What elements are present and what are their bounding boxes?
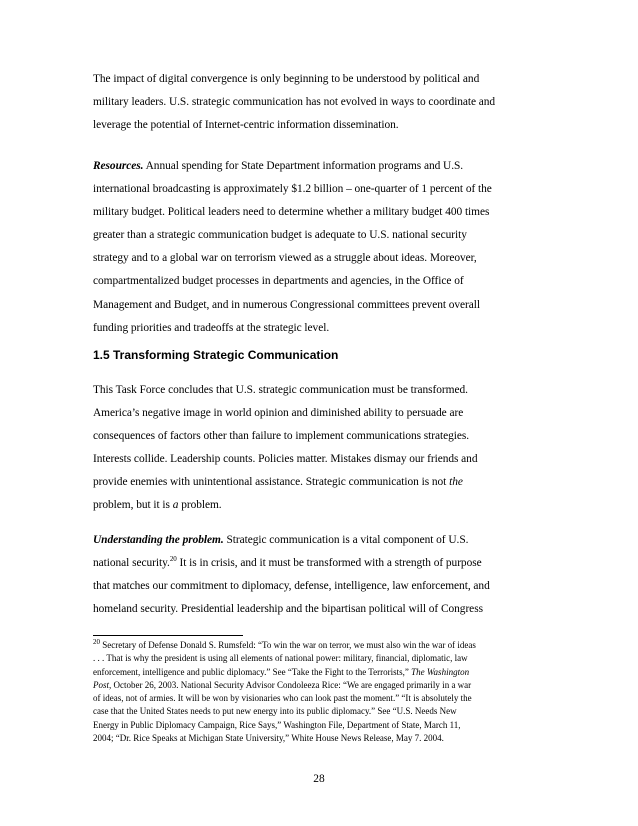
footnote-separator xyxy=(93,635,243,636)
run-in-heading-resources: Resources. xyxy=(93,160,144,172)
text-line: funding priorities and tradeoffs at the strategic level. xyxy=(93,321,330,334)
text-line: that matches our commitment to diplomacy, defense, intelligence, law enforcement, and xyxy=(93,580,490,593)
text-line: strategy and to a global war on terrorism viewed as a struggle about ideas. Moreover, xyxy=(93,252,477,265)
text-line: The impact of digital convergence is only beginning to be understood by political and xyxy=(93,73,480,85)
text-line: This Task Force concludes that U.S. strategic communication must be transformed. xyxy=(93,384,468,396)
paragraph-transforming xyxy=(93,379,551,518)
run-in-heading-understanding: Understanding the problem. xyxy=(93,534,224,546)
paragraph-resources xyxy=(93,155,551,340)
text-line: Resources. Annual spending for State Department information programs and U.S. xyxy=(93,160,464,172)
text-line: compartmentalized budget processes in departments and agencies, in the Office of xyxy=(93,275,464,288)
footnote-line: enforcement, intelligence and public diplomacy.” See “Take the Fight to the Terrorists,” The Washington xyxy=(93,666,470,677)
footnote-line: 2004; “Dr. Rice Speaks at Michigan State University,” White House News Release, May 7. 2004. xyxy=(93,733,444,744)
text-line: consequences of factors other than failure to implement communications strategies. xyxy=(93,430,470,443)
text-line: Management and Budget, and in numerous Congressional committees prevent overall xyxy=(93,298,481,311)
text-line: military budget. Political leaders need to determine whether a military budget 400 times xyxy=(93,206,490,219)
text-line: greater than a strategic communication budget is adequate to U.S. national security xyxy=(93,229,467,242)
footnote-line: case that the United States needs to put new energy into its public diplomacy.” See “U.S. Needs New xyxy=(93,706,457,717)
footnote-line: of ideas, not of armies. It will be won by visionaries who can look past the moment.” “It is absolutely the xyxy=(93,693,472,704)
footnote xyxy=(93,639,548,745)
text-line: international broadcasting is approximately $1.2 billion – one-quarter of 1 percent of the xyxy=(93,183,492,196)
text-line: Understanding the problem. Strategic communication is a vital component of U.S. xyxy=(93,534,469,546)
footnote-line: $^{20}$ Secretary of Defense Donald S. Rumsfeld: “To win the war on terror, we must also win the war of ideas xyxy=(93,638,476,650)
text-line: Interests collide. Leadership counts. Policies matter. Mistakes dismay our friends and xyxy=(93,453,478,466)
footnote-line: Post, October 26, 2003. National Security Advisor Condoleeza Rice: “We are engaged primarily in a war xyxy=(93,679,472,690)
text-line: military leaders. U.S. strategic communication has not evolved in ways to coordinate and xyxy=(93,96,496,109)
page-number: 28 xyxy=(313,773,325,785)
section-heading: 1.5 Transforming Strategic Communication xyxy=(93,348,339,362)
text-line: problem, but it is a problem. xyxy=(93,499,222,512)
paragraph-understanding xyxy=(93,529,551,621)
text-line: provide enemies with unintentional assistance. Strategic communication is not the xyxy=(93,476,463,489)
footnote-reference[interactable]: 20 xyxy=(169,555,177,564)
footnote-line: Energy in Public Diplomacy Campaign, Rice Says,” Washington File, Department of State, March 11, xyxy=(93,719,461,730)
emphasis-a: a xyxy=(172,499,179,512)
text-line: national security.$^{20}$ It is in crisis, and it must be transformed with a strength of purpose xyxy=(93,555,482,570)
text-line: America’s negative image in world opinion and diminished ability to persuade are xyxy=(93,407,464,420)
footnote-line: . . . That is why the president is using all elements of national power: military, financial, diplomatic, law xyxy=(93,653,468,664)
text-line: leverage the potential of Internet-centric information dissemination. xyxy=(93,119,399,132)
emphasis-the: the xyxy=(449,476,463,489)
text-line: homeland security. Presidential leadership and the bipartisan political will of Congress xyxy=(93,603,483,616)
footnote-number: 20 xyxy=(93,638,100,646)
paragraph-digital-convergence xyxy=(93,68,551,137)
